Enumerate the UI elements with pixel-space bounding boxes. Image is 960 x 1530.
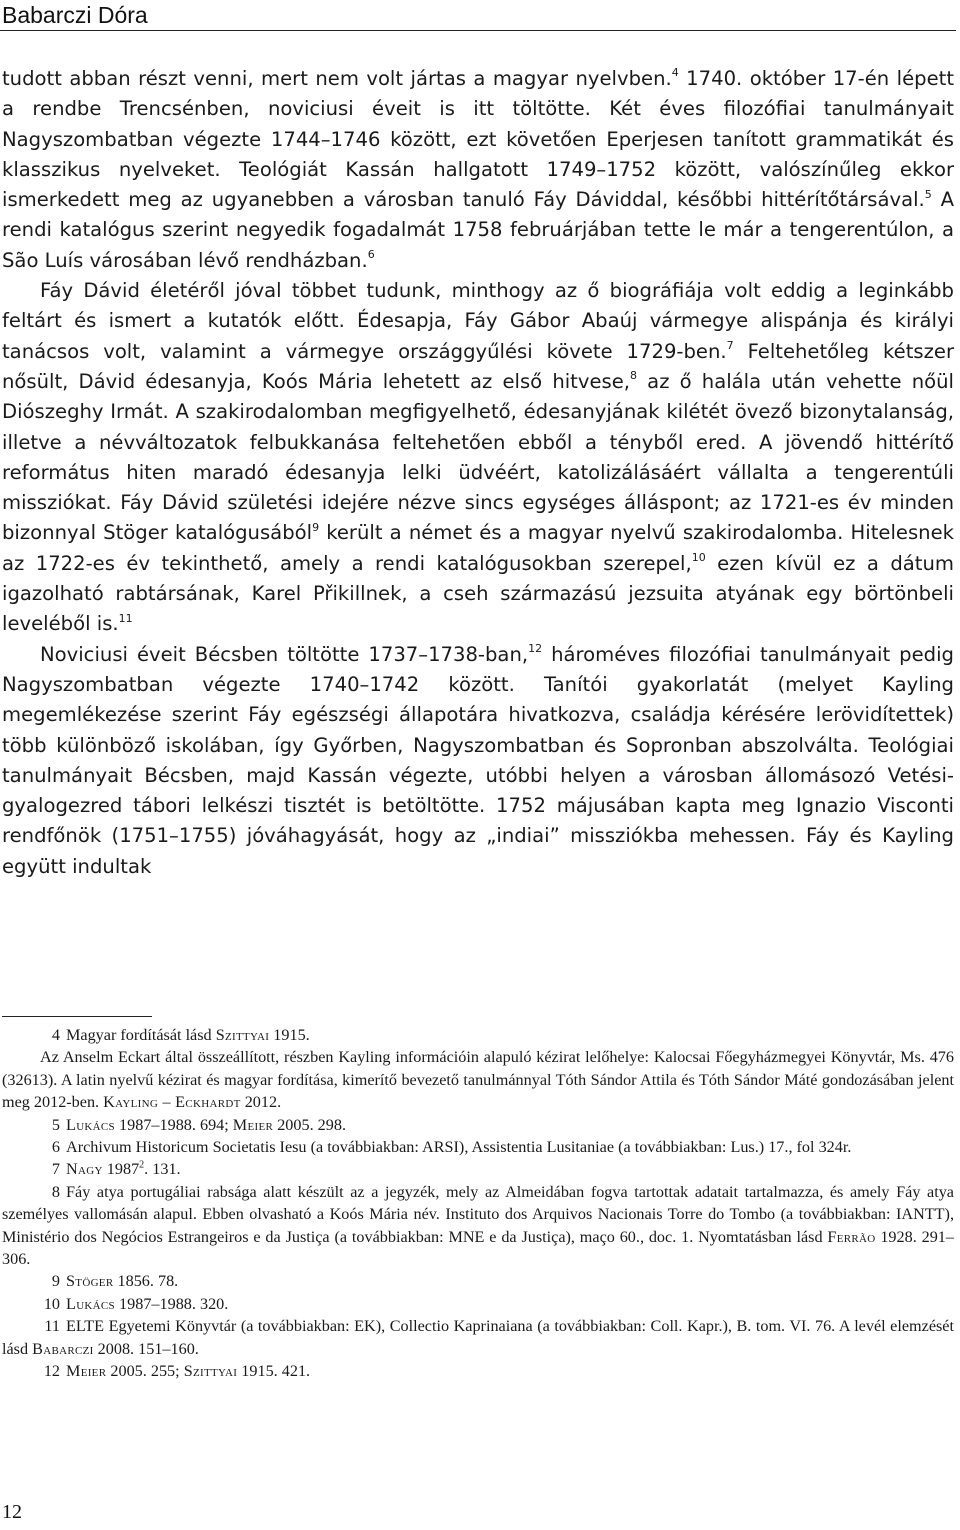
paragraph-1: tudott abban részt venni, mert nem volt jártas a magyar nyelvben.$^4$ 1740. október 17-én lépett a rendbe Trencsénben, noviciusi éveit is itt töltötte. Két éves filozófiai tanulmányait Nagyszombatban végezte 1744–1746 között, ezt követően Eperjesen tanított grammatikát és klasszikus nyelveket. Teológiát Kassán hallgatott 1749–1752 között, valószínűleg ekkor ismerkedett meg az ugyanebben a városban tanuló Fáy Dáviddal, későbbi hittérítőtársával.$^5$ A rendi katalógus szerint negyedik fogadalmát 1758 februárjában tette le már a tengerentúlon, a São Luís városában lévő rendházban.$^6$	[2, 66, 954, 272]
footnote-ref-4[interactable]: 4	[671, 66, 679, 80]
footnote-separator	[2, 1016, 152, 1017]
footnote-9: 9 Stöger 1856. 78.	[2, 1270, 954, 1292]
footnote-ref-12[interactable]: 12	[528, 642, 543, 656]
footnote-ref-8[interactable]: 8	[630, 369, 638, 383]
footnote-number: 8	[51, 1182, 60, 1201]
footnote-7: 7 Nagy 1987$^2$. 131.	[2, 1158, 954, 1180]
footnote-number: 7	[51, 1160, 60, 1179]
footnote-ref-7[interactable]: 7	[726, 339, 734, 353]
running-header	[0, 0, 956, 31]
header-author: Babarczi Dóra	[2, 2, 148, 28]
body-text	[2, 64, 954, 882]
paragraph-3: Noviciusi éveit Bécsben töltötte 1737–1738-ban,$^{12}$ hároméves filozófiai tanulmányait pedig Nagyszombatban végezte 1740–1742 között. Tanítói gyakorlatát (melyet Kayling megemlékezése szerint Fáy egészségi állapotára hivatkozva, családja kérésére lerövidítettek) több különböző iskolában, így Győrben, Nagyszombatban és Sopronban abszolválta. Teológiai tanulmányait Bécsben, majd Kassán végezte, utóbbi helyen a városban állomásozó Vetési-gyalogezred tábori lelkészi tisztét is betöltötte. 1752 májusában kapta meg Ignazio Visconti rendfőnök (1751–1755) jóváhagyását, hogy az „indiai” missziókba mehessen. Fáy és Kayling együtt indultak	[2, 642, 954, 878]
footnote-8: 8 Fáy atya portugáliai rabsága alatt készült az a jegyzék, mely az Almeidában fogva tartottak adatait tartalmazza, és amely Fáy atya személyes vallomásán alapul. Ebben olvasható a Koós Mária név. Instituto dos Arquivos Nacionais Torre do Tombo (a továbbiakban: IANTT), Ministério dos Negócios Estrangeiros e da Justiça (a továbbiakban: MNE e da Justiça), maço 60., doc. 1. Nyomtatásban lásd Ferrão 1928. 291–306.	[2, 1182, 954, 1269]
footnote-ref-6[interactable]: 6	[367, 248, 375, 262]
footnote-10: 10 Lukács 1987–1988. 320.	[2, 1293, 954, 1315]
footnote-number: 6	[51, 1138, 60, 1157]
footnote-4-continued: Az Anselm Eckart által összeállított, részben Kayling információin alapuló kézirat lelőhelye: Kalocsai Főegyházmegyei Könyvtár, Ms. 476 (32613). A latin nyelvű kézirat és magyar fordítása, kimerítő bevezető tanulmánnyal Tóth Sándor Attila és Tóth Sándor Máté gondozásában jelent meg 2012-ben. Kayling – Eckhardt 2012.	[2, 1048, 954, 1112]
footnote-4: 4 Magyar fordítását lásd Szittyai 1915.	[2, 1024, 954, 1046]
footnote-number: 9	[51, 1272, 60, 1291]
footnote-12: 12 Meier 2005. 255; Szittyai 1915. 421.	[2, 1360, 954, 1382]
footnote-number: 11	[44, 1317, 60, 1336]
footnote-number: 10	[43, 1294, 60, 1313]
footnote-number: 4	[51, 1026, 60, 1044]
footnote-5: 5 Lukács 1987–1988. 694; Meier 2005. 298.	[2, 1114, 954, 1136]
footnotes	[2, 1024, 954, 1383]
paragraph-2: Fáy Dávid életéről jóval többet tudunk, minthogy az ő biográfiája volt eddig a leginkább feltárt és ismert a kutatók előtt. Édesapja, Fáy Gábor Abaúj vármegye alispánja és királyi tanácsos volt, valamint a vármegye országgyűlési követe 1729-ben.$^7$ Feltehetőleg kétszer nősült, Dávid édesanyja, Koós Mária lehetett az első hitvese,$^8$ az ő halála után vehette nőül Diószeghy Irmát. A szakirodalomban megfigyelhető, édesanyjának kilétét övező bizonytalanság, illetve a névváltozatok felbukkanása feltehetően ebből a tényből ered. A jövendő hittérítő református hiten maradó édesanyja lelki üdvéért, katolizálásáért vállalta a tengerentúli missziókat. Fáy Dávid születési idejére nézve sincs egységes álláspont; az 1721-es év minden bizonnyal Stöger katalógusából$^9$ került a német és a magyar nyelvű szakirodalomba. Hitelesnek az 1722-es év tekinthető, amely a rendi katalógusokban szerepel,$^{10}$ ezen kívül ez a dátum igazolható rabtársának, Karel Přikillnek, a cseh származású jezsuita atyának egy börtönbeli leveléből is.$^{11}$	[2, 279, 954, 636]
footnote-number: 12	[43, 1362, 60, 1381]
footnote-6: 6 Archivum Historicum Societatis Iesu (a továbbiakban: ARSI), Assistentia Lusitaniae (a továbbiakban: Lus.) 17., fol 324r.	[2, 1136, 954, 1158]
footnote-ref-11[interactable]: 11	[118, 611, 133, 625]
page-number: 12	[2, 1501, 22, 1523]
footnote-11: 11 ELTE Egyetemi Könyvtár (a továbbiakban: EK), Collectio Kaprinaiana (a továbbiakban: Coll. Kapr.), B. tom. VI. 76. A levél elemzését lásd Babarczi 2008. 151–160.	[2, 1317, 954, 1358]
footnote-ref-9[interactable]: 9	[312, 520, 320, 534]
footnote-ref-5[interactable]: 5	[924, 187, 932, 201]
footnote-ref-10[interactable]: 10	[691, 551, 706, 565]
footnote-number: 5	[51, 1115, 60, 1134]
